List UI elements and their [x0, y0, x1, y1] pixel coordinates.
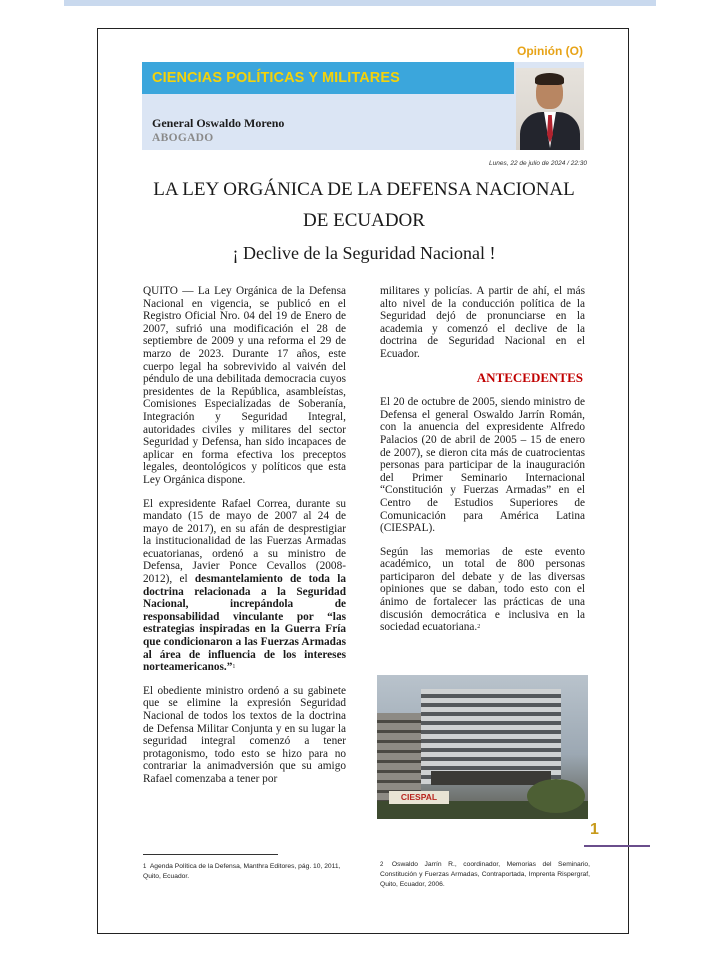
page-number: 1 — [590, 821, 599, 838]
paragraph: El 20 de octubre de 2005, siendo ministro de Defensa el general Oswaldo Jarrín Román, con la anuencia del expresidente Alfredo Palacios (20 de abril de 2005 – 15 de enero de 2007), se dieron cita más de cuatrocientas personas para participar de la inauguración del Primer Seminario Internacional “Constitución y Fuerzas Armadas” en el Centro de Estudios Superiores de Comunicación para América Latina (CIESPAL). — [380, 396, 585, 535]
author-photo — [516, 68, 584, 150]
photo-hair — [535, 73, 564, 85]
section-label: Opinión (O) — [517, 44, 583, 58]
column-title: CIENCIAS POLÍTICAS Y MILITARES — [152, 70, 400, 86]
paragraph-text: El expresidente Rafael Correa, durante su mandato (15 de mayo de 2007 al 24 de mayo de 2017), en su afán de desprestigiar la institucionalidad de las Fuerzas Armadas ecuatorianas, ordenó a su ministro de Defensa, Javier Ponce Cevallos (2008-2012), el — [143, 497, 346, 586]
photo-main-building — [421, 689, 561, 784]
footnote-mark: 1 — [143, 864, 147, 870]
paragraph: El obediente ministro ordenó a su gabinete que se elimine la expresión Seguridad Nacional de todos los textos de la doctrina de Defensa Militar Conjunta y en su lugar la seguridad integral comenzó a tener protagonismo, todo esto se hizo para no contrariar la animadversión que su amigo Rafael comenzaba a tener por — [143, 684, 346, 785]
top-band — [64, 0, 656, 6]
photo-building-base — [431, 771, 551, 785]
section-heading: ANTECEDENTES — [476, 369, 583, 385]
footnote-text: Oswaldo Jarrín R., coordinador, Memorias del Seminario, Constitución y Fuerzas Armadas, Contraportada, Imprenta Rispergraf, Quito, Ecuador, 2006. — [380, 861, 591, 888]
paragraph-text: Según las memorias de este evento académico, un total de 800 personas participaron del debate y de las diversas opiniones que se daban, todo esto con el ánimo de fortalecer las prácticas de una discusión democrática e inclusiva en la sociedad ecuatoriana. — [380, 545, 585, 634]
article-title-line1: LA LEY ORGÁNICA DE LA DEFENSA NACIONAL — [153, 179, 575, 200]
left-column — [143, 285, 346, 797]
column-banner — [142, 62, 514, 94]
footnote-mark: 2 — [380, 862, 384, 868]
paragraph: QUITO — La Ley Orgánica de la Defensa Nacional en vigencia, se publicó en el Registro Oficial Nro. 04 del 19 de Enero de 2007, sufrió una modificación el 28 de septiembre de 2009 y una reforma el 29 de marzo de 2023. Durante 17 años, este cuerpo legal ha sobrevivido al vaivén del péndulo de una debilitada democracia cuyos presidentes de la República, asambleístas, Comisiones Especializadas de Soberanía, Integración y Seguridad Integral, autoridades civiles y militares del sector Seguridad y Defensa, han sido incapaces de aplicar en forma efectiva los preceptos legales, deontológicos y políticos que esta Ley Orgánica dispone. — [143, 285, 346, 486]
footnote-text: Agenda Política de la Defensa, Manthra Editores, pág. 10, 2011, Quito, Ecuador. — [143, 863, 341, 880]
paragraph — [380, 546, 585, 634]
document-page — [97, 28, 629, 934]
author-role: ABOGADO — [152, 132, 214, 144]
dateline: Lunes, 22 de julio de 2024 / 22:30 — [489, 160, 587, 167]
footnote-2 — [380, 860, 590, 890]
column-header — [142, 62, 584, 150]
bold-quote: desmantelamiento de toda la doctrina relacionada a la Seguridad Nacional, increpándola de responsabilidad vinculante por “las estrategias inspiradas en la Guerra Fría que condicionaron a las Fuerzas Armadas al área de influencia de los intereses norteamericanos.” — [143, 573, 346, 674]
footnote-rule — [143, 854, 278, 855]
page-number-rule — [584, 845, 650, 847]
article-title-line2: DE ECUADOR — [303, 210, 425, 231]
ciespal-building-photo — [377, 675, 588, 819]
right-column — [380, 285, 585, 645]
photo-side-building — [377, 713, 421, 803]
author-name: General Oswaldo Moreno — [152, 116, 285, 130]
article-subtitle: ¡ Declive de la Seguridad Nacional ! — [232, 243, 496, 263]
footnote-1 — [143, 862, 353, 882]
paragraph — [143, 498, 346, 674]
footnote-ref: 2 — [477, 624, 481, 631]
photo-tree — [527, 779, 585, 813]
footnote-ref: 1 — [232, 664, 236, 671]
paragraph: militares y policías. A partir de ahí, el más alto nivel de la conducción política de la Seguridad dejó de pronunciarse en la academia y comenzó el declive de la doctrina de Seguridad Nacional en el Ecuador. — [380, 285, 585, 360]
photo-sign: CIESPAL — [389, 791, 449, 804]
